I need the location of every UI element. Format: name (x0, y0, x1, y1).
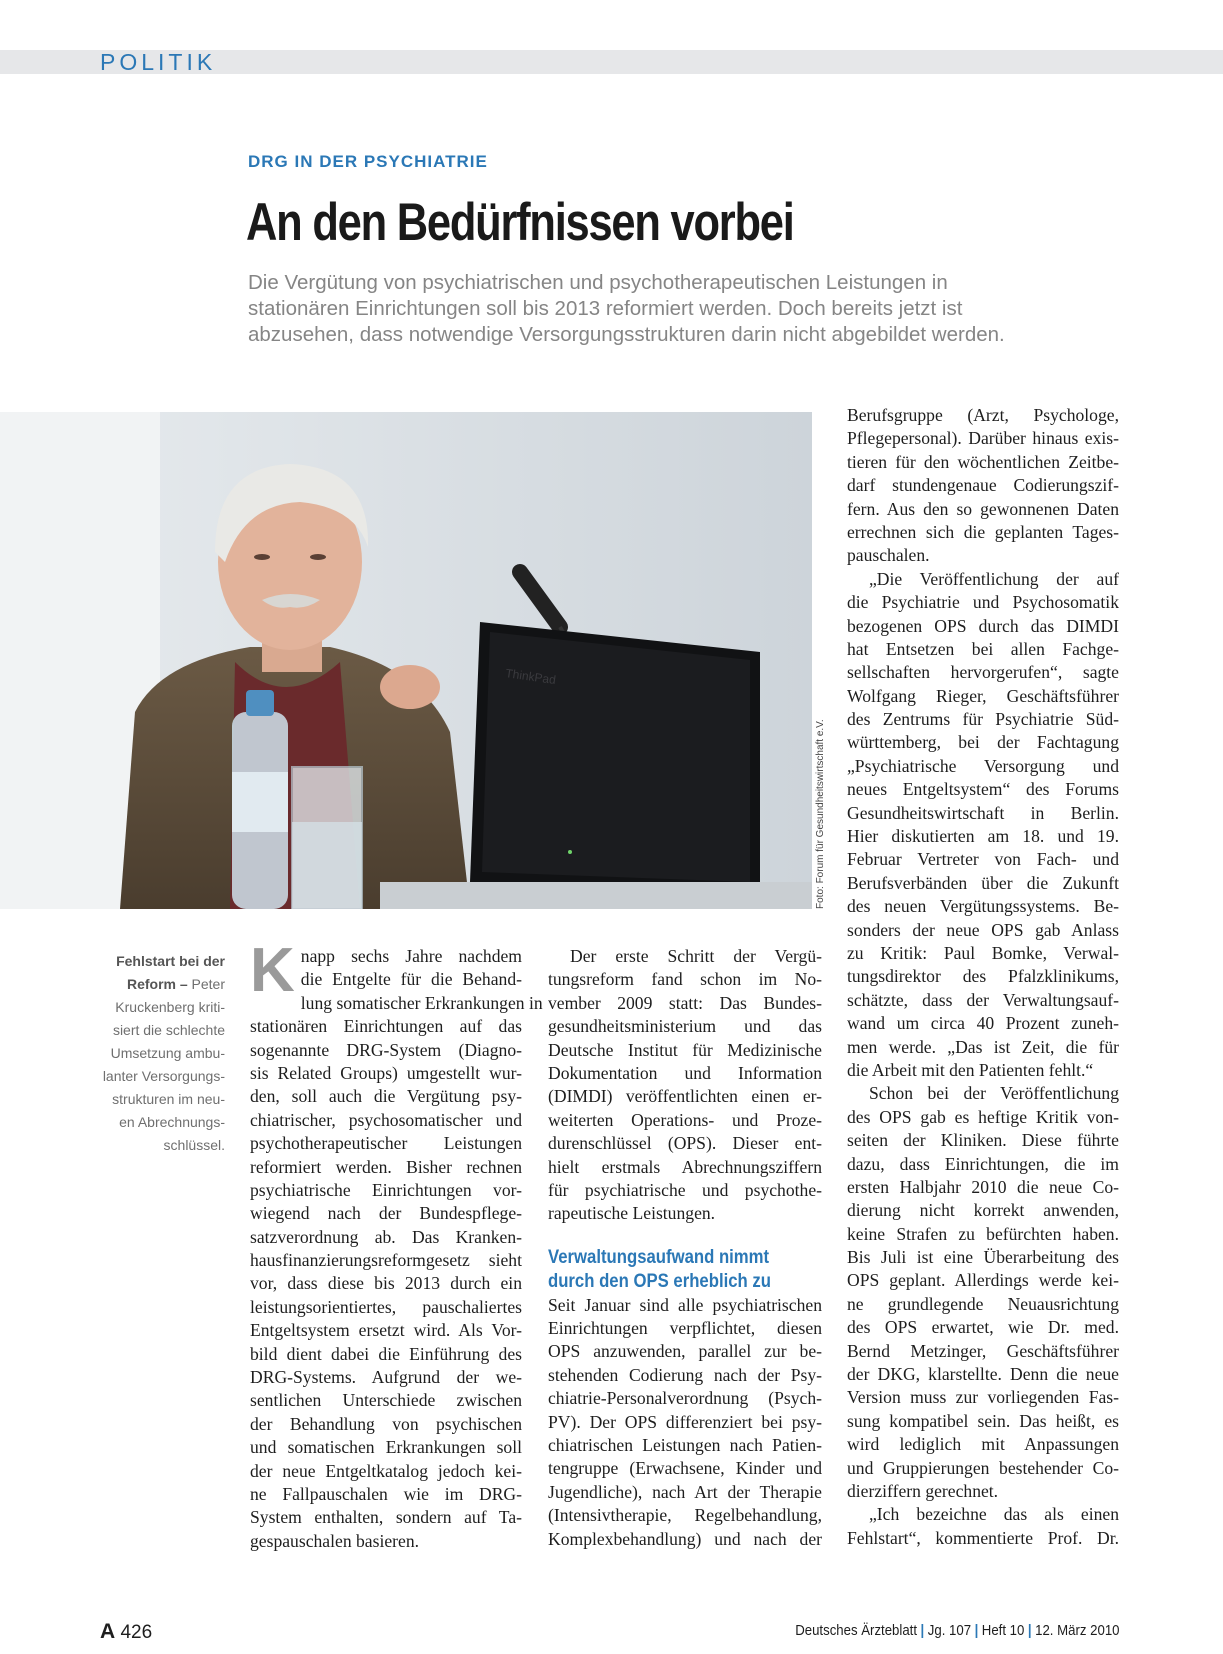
text-line: Pflegepersonal). Darüber hinaus exis- (847, 428, 1119, 449)
text-line: Schon bei der Veröffentlichung (869, 1083, 1119, 1104)
text-line: dazu, dass Einrichtungen, die im (847, 1153, 1119, 1174)
journal-volume: Jg. 107 (927, 1622, 971, 1639)
text-line: PV). Der OPS differenziert bei psy- (548, 1411, 822, 1432)
text-line: bild dient dabei die Einführung des (250, 1343, 522, 1364)
text-line: Gesundheitswirtschaft in Berlin. (847, 802, 1119, 823)
text-line: chiatrischer, psychosomatischer und (250, 1109, 522, 1130)
text-line: errechnen sich die geplanten Tages- (847, 521, 1119, 542)
text-line: ne grundlegende Neuausrichtung (847, 1293, 1119, 1314)
text-line: der Behandlung von psychischen (250, 1413, 522, 1434)
text-line: vember 2009 statt: Das Bundes- (548, 992, 822, 1013)
page-number (100, 1620, 152, 1644)
text-line: Fehlstart“, kommentierte Prof. Dr. (847, 1527, 1119, 1548)
photo-credit: Foto: Forum für Gesundheitswirtschaft e.V. (815, 719, 826, 909)
text-line: wiegend nach der Bundespflege- (250, 1203, 522, 1224)
photo-illustration (0, 412, 812, 909)
subheading: durch den OPS erheblich zu (548, 1270, 771, 1292)
text-line: (Intensivtherapie, Regelbehandlung, (548, 1505, 822, 1526)
text-line: stehenden Codierung nach der Psy- (548, 1364, 822, 1385)
text-line: Bis Juli ist eine Überarbeitung des (847, 1247, 1119, 1268)
caption-line: siert die schlechte (112, 1022, 225, 1038)
caption-line: Kruckenberg kriti- (115, 999, 225, 1015)
text-line: vor, dass diese bis 2013 durch ein (250, 1273, 522, 1294)
text-line: und somatischen Erkrankungen soll (250, 1437, 522, 1458)
text-line: (DIMDI) veröffentlichten einen er- (548, 1086, 822, 1107)
text-line: sung kompatibel sein. Das heißt, es (847, 1410, 1119, 1431)
body-column-1 (250, 936, 543, 1553)
text-line: chiatrie-Personalverordnung (Psych- (548, 1388, 822, 1409)
text-line: „Ich bezeichne das als einen (869, 1504, 1119, 1525)
text-line: Komplexbehandlung) und nach der (548, 1528, 822, 1549)
text-line: sentlichen Unterschiede zwischen (250, 1390, 522, 1411)
text-line: Version muss zur vorliegenden Fas- (847, 1387, 1119, 1408)
text-line: Der erste Schritt der Vergü- (570, 946, 822, 966)
svg-text:ThinkPad: ThinkPad (504, 666, 557, 688)
text-line: sogenannte DRG-System (Diagno- (250, 1039, 522, 1060)
text-line: den, soll auch die Vergütung psy- (250, 1086, 522, 1107)
text-line: OPS anzuwenden, parallel zur be- (548, 1341, 822, 1362)
text-line: sonders der neue OPS gab Anlass (847, 919, 1119, 940)
text-line: hielt erstmals Abrechnungsziffern (548, 1156, 822, 1177)
body-column-2 (548, 945, 822, 1551)
text-line: schätzte, dass der Verwaltungsauf- (847, 989, 1119, 1010)
text-line: ne Fallpauschalen wie im DRG- (250, 1483, 522, 1504)
section-label: POLITIK (100, 49, 217, 75)
text-line: tengruppe (Erwachsene, Kinder und (548, 1458, 822, 1479)
page-prefix: A (100, 1620, 116, 1643)
drop-cap: K (250, 936, 295, 1005)
text-line: bezogenen OPS durch das DIMDI (847, 615, 1119, 636)
text-line: Einrichtungen verpflichtet, diesen (548, 1318, 822, 1339)
text-line: Bernd Metzinger, Geschäftsführer (847, 1340, 1119, 1361)
text-line: sellschaften hervorgerufen“, sagte (847, 662, 1119, 683)
text-line: System enthalten, sondern auf Ta- (250, 1507, 522, 1528)
text-line: gesundheitsministerium und das (548, 1016, 822, 1037)
caption-line: Umsetzung ambu- (110, 1045, 225, 1061)
journal-issue: Heft 10 (981, 1622, 1024, 1639)
text-line: stationären Einrichtungen auf das (250, 1016, 522, 1037)
text-line: für psychiatrische und psychothe- (548, 1179, 822, 1200)
text-line: tieren für den wöchentlichen Zeitbe- (847, 451, 1119, 472)
caption-bold: Fehlstart bei der (116, 953, 225, 969)
subheading: Verwaltungsaufwand nimmt (548, 1246, 770, 1268)
article-kicker: DRG IN DER PSYCHIATRIE (248, 152, 488, 171)
article-photo (0, 412, 812, 909)
journal-date: 12. März 2010 (1034, 1622, 1119, 1639)
text-line: des neuen Vergütungssystems. Be- (847, 896, 1119, 917)
text-line: hat Entsetzen bei allen Fachge- (847, 638, 1119, 659)
text-line: weiterten Operations- und Proze- (548, 1109, 822, 1130)
page-number-value: 426 (120, 1622, 153, 1643)
text-line: „Die Veröffentlichung der auf (869, 568, 1119, 589)
text-line: dierung nicht korrekt anwenden, (847, 1200, 1119, 1221)
text-line: napp sechs Jahre nachdem (300, 946, 522, 966)
text-line: reformiert werden. Bisher rechnen (250, 1156, 522, 1177)
lede-line: Die Vergütung von psychiatrischen und psychotherapeutischen Leistungen in (248, 271, 948, 294)
article-lede (248, 270, 1128, 348)
text-line: des Zentrums für Psychiatrie Süd- (847, 709, 1119, 730)
text-line: zu Kritik: Paul Bomke, Verwal- (847, 942, 1119, 963)
text-line: gespauschalen basieren. (250, 1530, 420, 1551)
text-line: keine Strafen zu befürchten haben. (847, 1223, 1119, 1244)
caption-line (80, 973, 225, 996)
text-line: men werde. „Das ist Zeit, die für (847, 1036, 1119, 1057)
text-line: leistungsorientiertes, pauschaliertes (250, 1296, 522, 1317)
text-line: die Entgelte für die Behand- (300, 969, 522, 990)
text-line: Berufsverbänden über die Zukunft (847, 872, 1119, 893)
text-line: OPS geplant. Allerdings werde kei- (847, 1270, 1119, 1291)
text-line: ersten Halbjahr 2010 die neue Co- (847, 1176, 1119, 1197)
text-line: hausfinanzierungsreformgesetz sieht (250, 1250, 522, 1271)
text-line: chiatrischen Leistungen nach Patien- (548, 1435, 822, 1456)
text-line: württemberg, bei der Fachtagung (847, 732, 1119, 753)
text-line: Deutsche Institut für Medizinische (548, 1039, 822, 1060)
text-line: der DKG, klarstellte. Denn die neue (847, 1364, 1119, 1385)
text-line: Jugendliche), nach Art der Therapie (548, 1481, 822, 1502)
text-line: Berufsgruppe (Arzt, Psychologe, (847, 405, 1119, 425)
text-line: satzverordnung ab. Das Kranken- (250, 1226, 522, 1247)
photo-caption (80, 950, 225, 1157)
caption-bold: Reform – (126, 976, 188, 992)
article-headline: An den Bedürfnissen vorbei (246, 193, 794, 252)
text-line: des OPS gab es heftige Kritik von- (847, 1106, 1119, 1127)
text-line: DRG-Systems. Aufgrund der we- (250, 1367, 522, 1388)
journal-footer: Deutsches Ärzteblatt | Jg. 107 | Heft 10 | 12. März 2010 (794, 1622, 1119, 1639)
journal-name: Deutsches Ärzteblatt (794, 1622, 917, 1639)
text-line: durenschlüssel (OPS). Dieser ent- (548, 1133, 822, 1154)
caption-text: Peter (187, 976, 225, 992)
body-column-3 (847, 404, 1119, 1550)
text-line: fern. Aus den so gewonnenen Daten (847, 498, 1119, 519)
text-line: sis Related Groups) umgestellt wur- (250, 1062, 522, 1083)
text-line: die Arbeit mit den Patienten fehlt.“ (847, 1059, 1094, 1080)
text-line: tungsdirektor des Pfalzklinikums, (847, 966, 1119, 987)
text-line: wand um circa 40 Prozent zuneh- (847, 1013, 1119, 1034)
text-line: darf stundengenaue Codierungszif- (847, 475, 1119, 496)
text-line: wird lediglich mit Anpassungen (847, 1434, 1119, 1455)
text-line: tungsreform fand schon im No- (548, 969, 822, 990)
text-line: „Psychiatrische Versorgung und (847, 755, 1119, 776)
text-line: neues Entgeltsystem“ des Forums (847, 779, 1119, 800)
text-line: die Psychiatrie und Psychosomatik (847, 592, 1119, 613)
text-line: Hier diskutierten am 18. und 19. (847, 826, 1119, 847)
text-line: lung somatischer Erkrankungen in (300, 992, 543, 1013)
text-line: pauschalen. (847, 545, 930, 566)
text-line: psychiatrische Einrichtungen vor- (250, 1179, 522, 1200)
text-line: der neue Entgeltkatalog jedoch kei- (250, 1460, 522, 1481)
lede-line: stationären Einrichtungen soll bis 2013 reformiert werden. Doch bereits jetzt ist (248, 297, 963, 320)
lede-line: abzusehen, dass notwendige Versorgungsstrukturen darin nicht abgebildet werden. (248, 323, 1005, 346)
text-line: Seit Januar sind alle psychiatrischen (548, 1294, 822, 1315)
text-line: des OPS erwartet, wie Dr. med. (847, 1317, 1119, 1338)
text-line: seiten der Kliniken. Diese führte (847, 1130, 1119, 1151)
text-line: psychotherapeutischer Leistungen (250, 1133, 522, 1154)
text-line: Wolfgang Rieger, Geschäftsführer (847, 685, 1119, 706)
caption-line: schlüssel. (163, 1137, 225, 1153)
caption-line: en Abrechnungs- (119, 1114, 225, 1130)
text-line: und Gruppierungen bestehender Co- (847, 1457, 1119, 1478)
text-line: Dokumentation und Information (548, 1062, 822, 1083)
text-line: rapeutische Leistungen. (548, 1203, 716, 1224)
caption-line: lanter Versorgungs- (102, 1068, 225, 1084)
text-line: Entgeltsystem ersetzt wird. Als Vor- (250, 1320, 522, 1341)
text-line: Februar Vertreter von Fach- und (847, 849, 1119, 870)
caption-line: strukturen im neu- (112, 1091, 225, 1107)
text-line: dierziffern gerechnet. (847, 1480, 999, 1501)
